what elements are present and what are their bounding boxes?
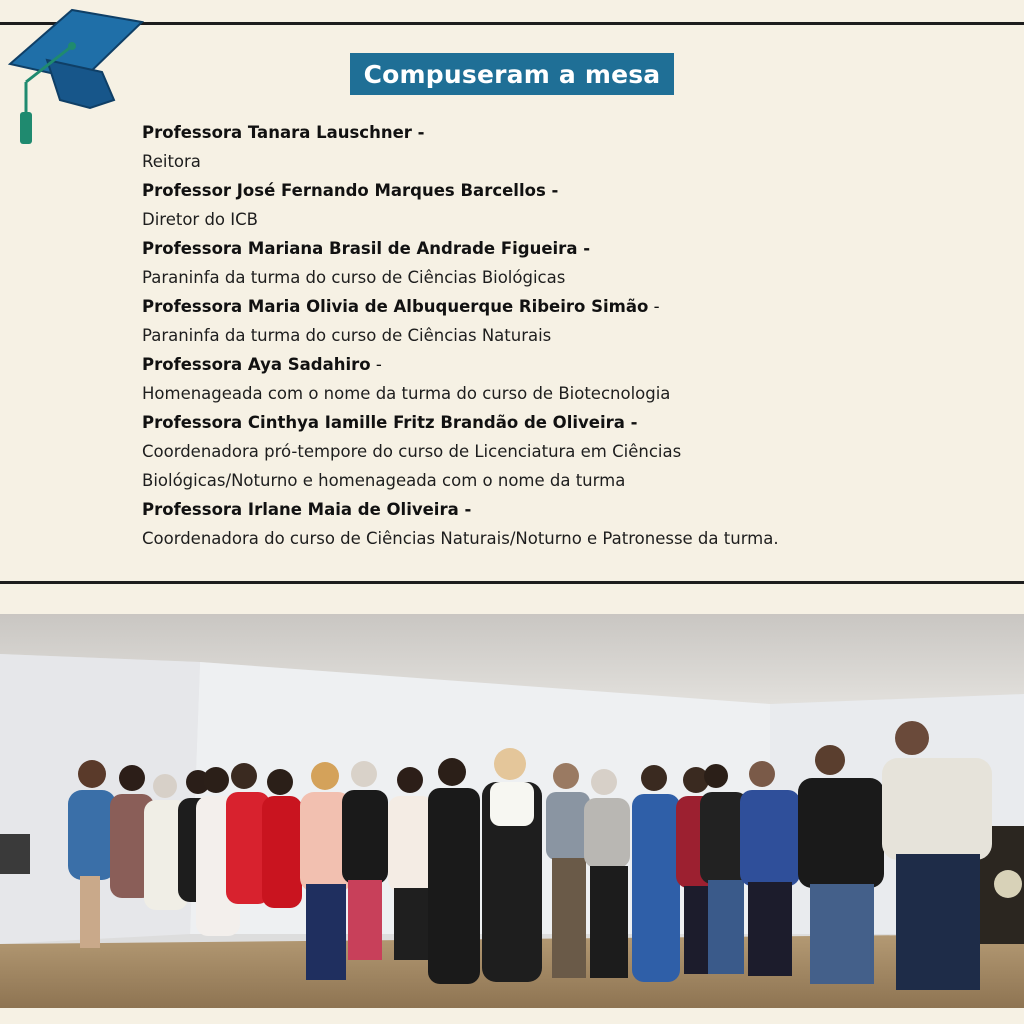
member-separator: -	[624, 413, 638, 432]
member-separator: -	[545, 181, 559, 200]
member-role: Paraninfa da turma do curso de Ciências Naturais	[142, 326, 552, 345]
member-name	[142, 118, 1002, 147]
graduation-cap-icon	[2, 2, 147, 152]
top-divider	[0, 22, 1024, 25]
group-photo	[0, 614, 1024, 1008]
member-name	[142, 350, 1002, 379]
member-separator: -	[648, 297, 660, 316]
member-role: Reitora	[142, 152, 201, 171]
member-separator: -	[577, 239, 591, 258]
member-role: Biológicas/Noturno e homenageada com o nome da turma	[142, 471, 626, 490]
member-separator: -	[411, 123, 425, 142]
bottom-divider	[0, 581, 1024, 584]
member-role: Coordenadora do curso de Ciências Naturais/Noturno e Patronesse da turma.	[142, 529, 779, 548]
member-role: Diretor do ICB	[142, 210, 258, 229]
member-name-text: Professora Irlane Maia de Oliveira	[142, 500, 459, 519]
member-name	[142, 495, 1002, 524]
member-name-text: Professora Mariana Brasil de Andrade Figueira	[142, 239, 578, 258]
member-name-text: Professora Tanara Lauschner	[142, 123, 412, 142]
member-name-text: Professora Aya Sadahiro	[142, 355, 371, 374]
member-role: Paraninfa da turma do curso de Ciências Biológicas	[142, 268, 566, 287]
member-name-text: Professora Maria Olivia de Albuquerque Ribeiro Simão	[142, 297, 649, 316]
member-name-text: Professor José Fernando Marques Barcellos	[142, 181, 546, 200]
section-title: Compuseram a mesa	[350, 53, 674, 95]
member-name-text: Professora Cinthya Iamille Fritz Brandão de Oliveira	[142, 413, 625, 432]
member-name	[142, 292, 1002, 321]
bottom-band	[0, 1008, 1024, 1024]
member-name	[142, 176, 1002, 205]
member-role: Homenageada com o nome da turma do curso de Biotecnologia	[142, 384, 671, 403]
member-list	[142, 118, 1002, 553]
member-separator: -	[370, 355, 382, 374]
member-role: Coordenadora pró-tempore do curso de Licenciatura em Ciências	[142, 442, 682, 461]
member-name	[142, 408, 1002, 437]
member-name	[142, 234, 1002, 263]
member-separator: -	[458, 500, 472, 519]
